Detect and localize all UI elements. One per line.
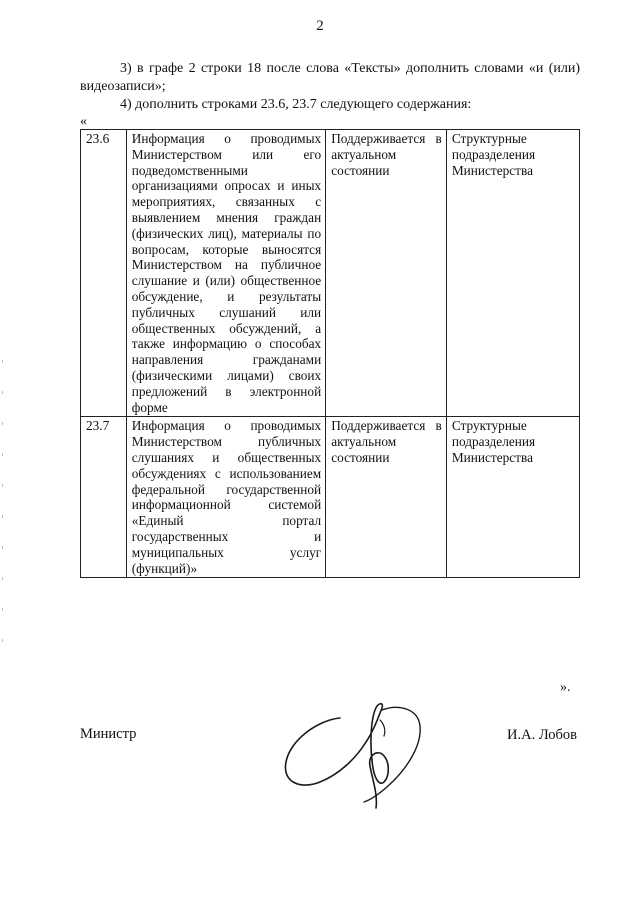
info-description-cell: Информация о проводимых Министерством публичных слушаниях и общественных обсуждениях с использованием федеральной государственной информационной системой «Единый портал государственных и муниципальных услуг (функций)» [126,417,325,578]
paragraph-item-3: 3) в графе 2 строки 18 после слова «Тексты» дополнить словами «и (или) видеозаписи»; [80,61,580,94]
row-number-cell: 23.6 [81,130,127,417]
responsible-cell: Структурные подразделения Министерства [446,417,579,578]
scan-margin-marks [2,360,6,880]
update-status-cell: Поддерживается в актуальном состоянии [326,130,447,417]
page-number: 2 [316,18,324,34]
closing-quote: ». [560,680,571,695]
paragraph-item-4: 4) дополнить строками 23.6, 23.7 следующего содержания: [120,97,472,112]
row-number-cell: 23.7 [81,417,127,578]
table-row [81,130,580,417]
signatory-name: И.А. Лобов [507,727,578,743]
handwritten-signature [278,690,428,820]
update-status-cell: Поддерживается в актуальном состоянии [326,417,447,578]
signatory-title: Министр [80,726,137,742]
info-description-cell: Информация о проводимых Министерством или его подведомственными организациями опросах и иных мероприятиях, связанных с выявлением мнения граждан (физических лиц), материалы по вопросам, которые выносятся Министерством на публичное слушание и (или) общественное обсуждение, и результаты публичных слушаний или общественных обсуждений, а также информацию о способах направления гражданами (физическими лицами) своих предложений в электронной форме [126,130,325,417]
addition-table [80,129,580,578]
table-row [81,417,580,578]
responsible-cell: Структурные подразделения Министерства [446,130,579,417]
opening-quote: « [80,114,87,129]
